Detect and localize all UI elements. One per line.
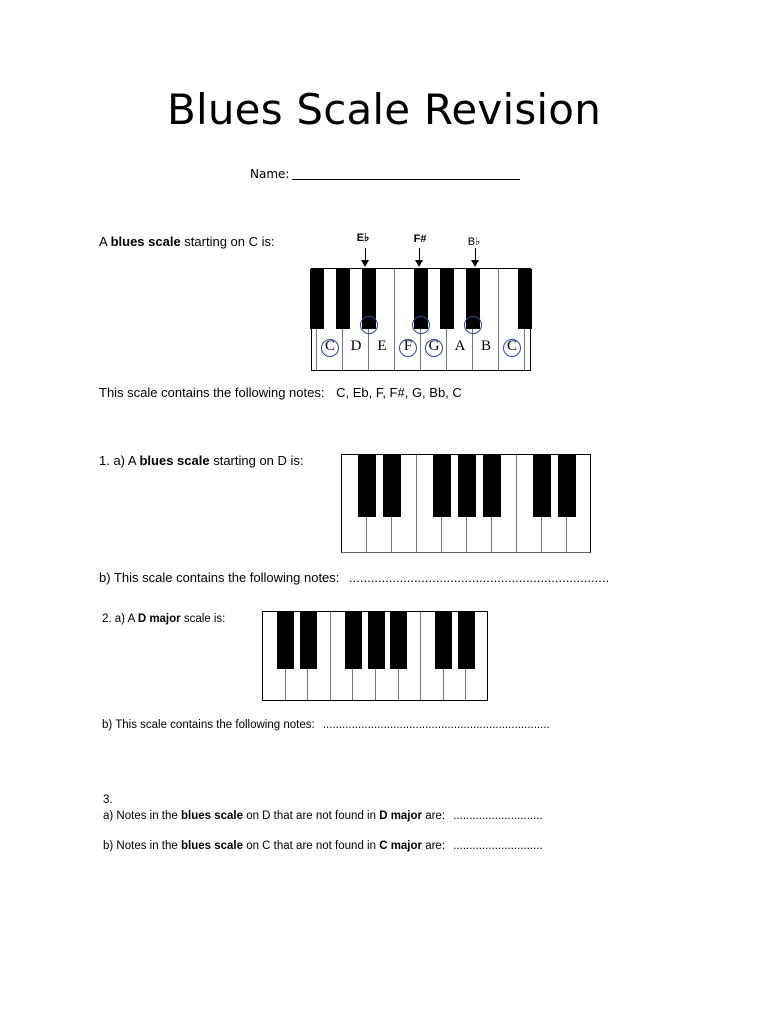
note-circle-icon bbox=[399, 339, 417, 357]
q1-keyboard[interactable] bbox=[341, 454, 591, 553]
q3b-answer-blank[interactable]: ............................ bbox=[453, 840, 543, 852]
highlight-circle-icon bbox=[464, 316, 482, 334]
name-row bbox=[250, 166, 520, 182]
arrowhead-f-sharp-icon bbox=[415, 260, 423, 267]
note-circle-icon bbox=[503, 339, 521, 357]
note-letter: F bbox=[403, 338, 413, 354]
example-keyboard bbox=[311, 268, 531, 371]
q1-black-key[interactable] bbox=[558, 455, 576, 517]
q1-prompt: 1. a) A blues scale starting on D is: bbox=[99, 453, 304, 468]
example-black-key bbox=[440, 269, 454, 329]
q1-answer-blank[interactable]: ........................................................................ bbox=[349, 570, 610, 585]
arrow-b-flat-icon bbox=[475, 248, 476, 260]
label-b-flat: B♭ bbox=[467, 236, 481, 248]
note-letter: D bbox=[350, 338, 362, 354]
q1-notes-row: b) This scale contains the following notes: ........................................................................ bbox=[99, 570, 610, 585]
q1-black-key[interactable] bbox=[433, 455, 451, 517]
q2-prompt: 2. a) A D major scale is: bbox=[102, 613, 226, 625]
example-black-key bbox=[310, 269, 324, 329]
page-title: Blues Scale Revision bbox=[166, 85, 602, 134]
highlight-circle-icon bbox=[360, 316, 378, 334]
q3b-prompt: b) Notes in the blues scale on C that are not found in C major are: ............................ bbox=[103, 840, 543, 852]
highlight-circle-icon bbox=[412, 316, 430, 334]
note-letter: E bbox=[377, 338, 387, 354]
name-blank-line[interactable] bbox=[292, 167, 520, 180]
q1-black-key[interactable] bbox=[383, 455, 401, 517]
note-letter: A bbox=[454, 338, 466, 354]
example-black-key bbox=[518, 269, 532, 329]
q2-black-key[interactable] bbox=[345, 612, 362, 669]
arrow-f-sharp-icon bbox=[419, 248, 420, 260]
q1-black-key[interactable] bbox=[458, 455, 476, 517]
label-e-flat: E♭ bbox=[356, 232, 370, 244]
q3a-prompt: a) Notes in the blues scale on D that are not found in D major are: ............................ bbox=[103, 810, 543, 822]
q2-black-key[interactable] bbox=[277, 612, 294, 669]
q2-black-key[interactable] bbox=[300, 612, 317, 669]
example-intro: A blues scale starting on C is: bbox=[99, 234, 275, 249]
note-letter: C bbox=[506, 338, 517, 354]
q2-black-key[interactable] bbox=[435, 612, 452, 669]
q2-black-key[interactable] bbox=[368, 612, 385, 669]
note-circle-icon bbox=[425, 339, 443, 357]
q3a-answer-blank[interactable]: ............................ bbox=[453, 810, 543, 822]
note-circle-icon bbox=[321, 339, 339, 357]
note-letter: B bbox=[480, 338, 491, 354]
note-letter: G bbox=[428, 338, 440, 354]
q2-black-key[interactable] bbox=[458, 612, 475, 669]
q2-keyboard[interactable] bbox=[262, 611, 488, 701]
arrowhead-e-flat-icon bbox=[361, 260, 369, 267]
q2-answer-blank[interactable]: ....................................................................... bbox=[322, 719, 550, 731]
q3-number: 3. bbox=[103, 794, 113, 806]
arrow-e-flat-icon bbox=[365, 248, 366, 260]
q2-notes-row: b) This scale contains the following notes: ....................................................................... bbox=[102, 719, 550, 731]
q2-black-key[interactable] bbox=[390, 612, 407, 669]
example-black-key bbox=[336, 269, 350, 329]
arrowhead-b-flat-icon bbox=[471, 260, 479, 267]
example-notes-label: This scale contains the following notes: bbox=[99, 385, 325, 400]
label-f-sharp: F# bbox=[413, 233, 427, 245]
example-notes-list: C, Eb, F, F#, G, Bb, C bbox=[336, 385, 462, 400]
note-letter: C bbox=[324, 338, 335, 354]
q1-black-key[interactable] bbox=[533, 455, 551, 517]
example-notes-row bbox=[99, 385, 462, 401]
name-label: Name: bbox=[250, 167, 290, 181]
q1-black-key[interactable] bbox=[483, 455, 501, 517]
q1-black-key[interactable] bbox=[358, 455, 376, 517]
